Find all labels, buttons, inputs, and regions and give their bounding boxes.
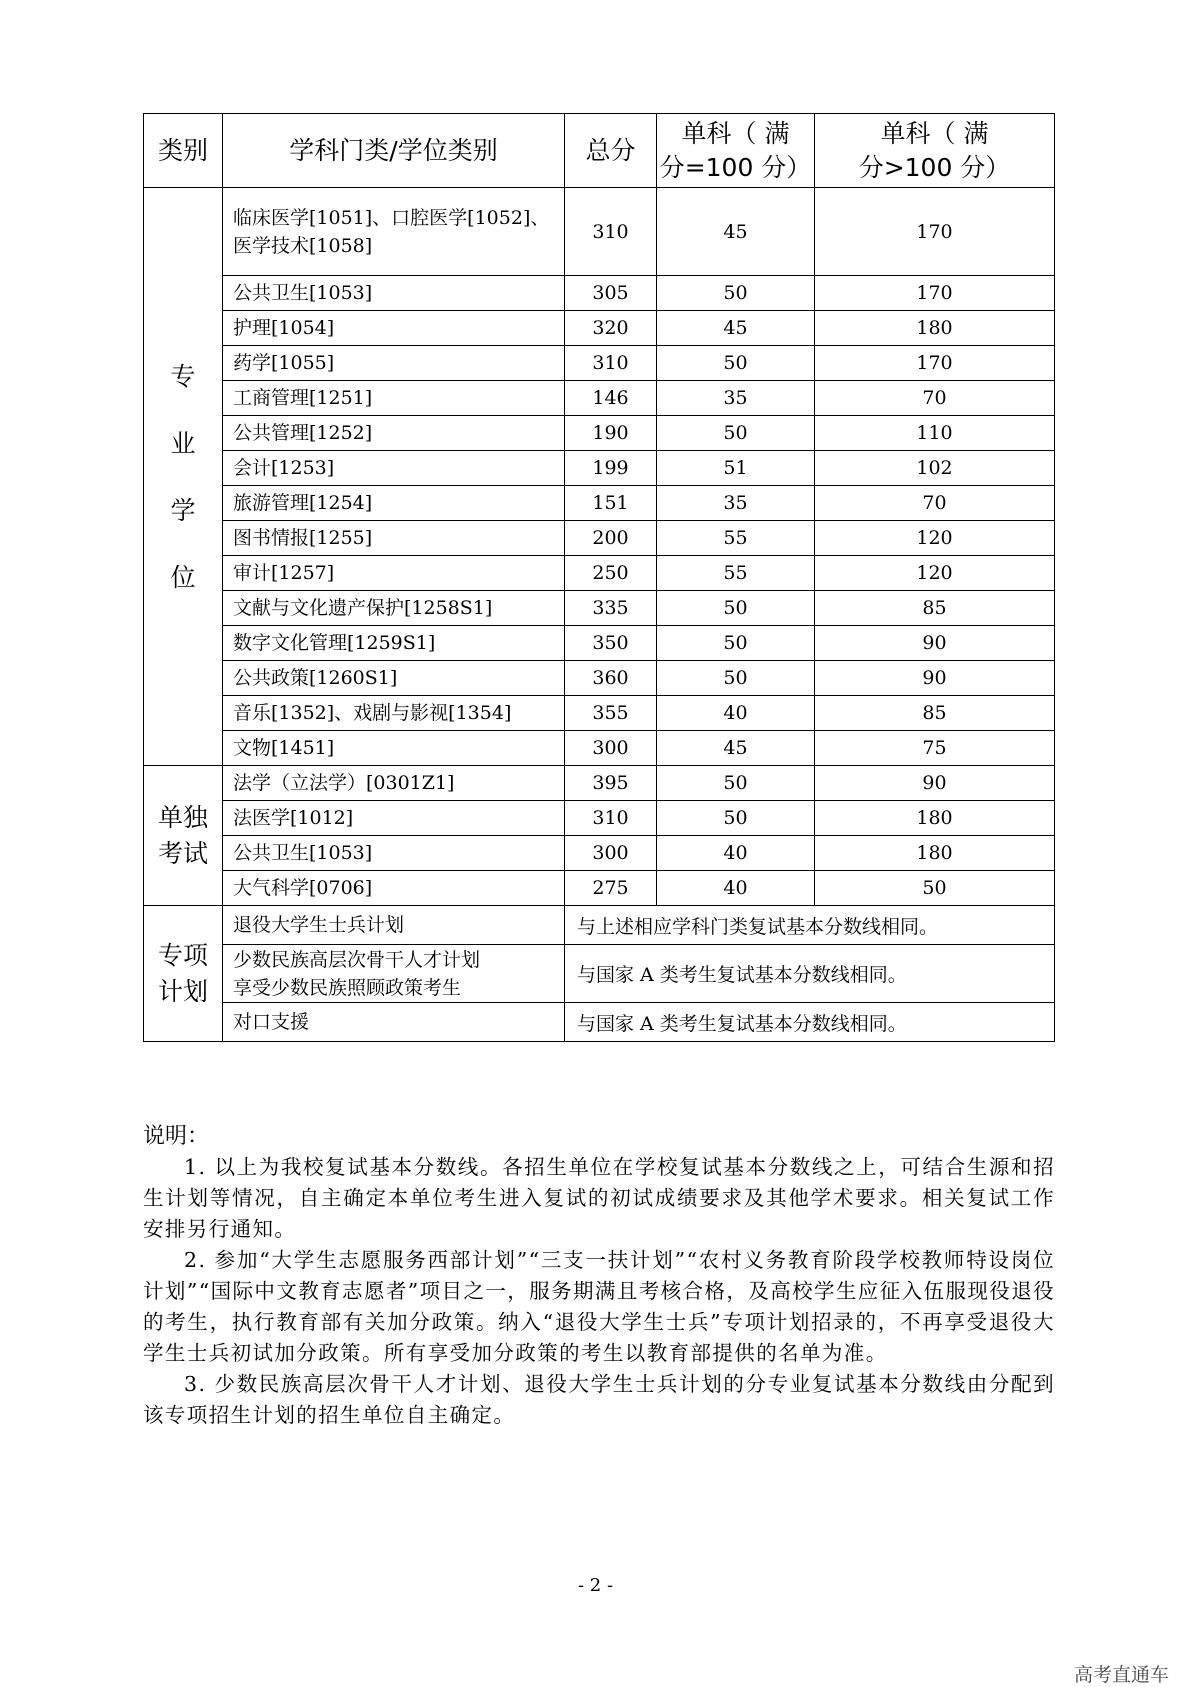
- table-row: [144, 556, 1055, 591]
- note-cell: 与国家 A 类考生复试基本分数线相同。: [565, 1003, 1055, 1042]
- single-gt100-cell: 50: [815, 871, 1055, 906]
- table-row: [144, 591, 1055, 626]
- single-100-cell: 50: [657, 801, 815, 836]
- subject-cell: 音乐[1352]、戏剧与影视[1354]: [223, 696, 565, 731]
- total-cell: 300: [565, 836, 657, 871]
- table-row: [144, 451, 1055, 486]
- table-row: [144, 311, 1055, 346]
- header-total: 总分: [565, 114, 657, 188]
- single-gt100-cell: 180: [815, 801, 1055, 836]
- header-category: 类别: [144, 114, 223, 188]
- header-subject: 学科门类/学位类别: [223, 114, 565, 188]
- table-row: [144, 906, 1055, 945]
- single-gt100-cell: 90: [815, 661, 1055, 696]
- table-header-row: [144, 114, 1055, 188]
- subject-cell: 数字文化管理[1259S1]: [223, 626, 565, 661]
- single-100-cell: 50: [657, 416, 815, 451]
- table-row: [144, 836, 1055, 871]
- table-row: [144, 766, 1055, 801]
- total-cell: 199: [565, 451, 657, 486]
- total-cell: 300: [565, 731, 657, 766]
- single-gt100-cell: 90: [815, 766, 1055, 801]
- category-cell: 单独 考试: [144, 766, 223, 906]
- single-100-cell: 35: [657, 486, 815, 521]
- total-cell: 350: [565, 626, 657, 661]
- table-row: [144, 661, 1055, 696]
- single-gt100-cell: 170: [815, 346, 1055, 381]
- single-gt100-cell: 70: [815, 381, 1055, 416]
- single-gt100-cell: 75: [815, 731, 1055, 766]
- table-body: [144, 188, 1055, 1042]
- subject-cell: 审计[1257]: [223, 556, 565, 591]
- total-cell: 360: [565, 661, 657, 696]
- single-100-cell: 40: [657, 696, 815, 731]
- subject-cell: 公共卫生[1053]: [223, 836, 565, 871]
- subject-cell: 少数民族高层次骨干人才计划 享受少数民族照顾政策考生: [223, 945, 565, 1003]
- subject-cell: 公共卫生[1053]: [223, 276, 565, 311]
- single-100-cell: 50: [657, 661, 815, 696]
- table-row: [144, 486, 1055, 521]
- single-gt100-cell: 90: [815, 626, 1055, 661]
- subject-cell: 药学[1055]: [223, 346, 565, 381]
- notes-title: 说明：: [143, 1124, 210, 1149]
- total-cell: 305: [565, 276, 657, 311]
- single-100-cell: 50: [657, 766, 815, 801]
- single-gt100-cell: 102: [815, 451, 1055, 486]
- note-item-2: 2. 参加“大学生志愿服务西部计划”“三支一扶计划”“农村义务教育阶段学校教师特设岗位计划”“国际中文教育志愿者”项目之一，服务期满且考核合格，及高校学生应征入伍服现役退役的考生，执行教育部有关加分政策。纳入“退役大学生士兵”专项计划招录的，不再享受退役大学生士兵初试加分政策。所有享受加分政策的考生以教育部提供的名单为准。: [143, 1248, 1055, 1365]
- single-100-cell: 45: [657, 731, 815, 766]
- table-row: [144, 871, 1055, 906]
- single-gt100-cell: 110: [815, 416, 1055, 451]
- total-cell: 310: [565, 346, 657, 381]
- single-100-cell: 50: [657, 591, 815, 626]
- subject-cell: 图书情报[1255]: [223, 521, 565, 556]
- total-cell: 190: [565, 416, 657, 451]
- note-cell: 与国家 A 类考生复试基本分数线相同。: [565, 945, 1055, 1003]
- total-cell: 355: [565, 696, 657, 731]
- single-100-cell: 35: [657, 381, 815, 416]
- total-cell: 275: [565, 871, 657, 906]
- single-100-cell: 50: [657, 346, 815, 381]
- category-cell: 专项 计划: [144, 906, 223, 1042]
- single-gt100-cell: 85: [815, 696, 1055, 731]
- single-100-cell: 40: [657, 871, 815, 906]
- score-table: [143, 113, 1055, 1042]
- note-cell: 与上述相应学科门类复试基本分数线相同。: [565, 906, 1055, 945]
- subject-cell: 大气科学[0706]: [223, 871, 565, 906]
- total-cell: 200: [565, 521, 657, 556]
- header-single-gt100: 单科（ 满 分>100 分）: [815, 114, 1055, 188]
- subject-cell: 临床医学[1051]、口腔医学[1052]、医学技术[1058]: [223, 188, 565, 276]
- single-gt100-cell: 180: [815, 311, 1055, 346]
- table-row: [144, 731, 1055, 766]
- single-100-cell: 55: [657, 556, 815, 591]
- note-item-1: 1. 以上为我校复试基本分数线。各招生单位在学校复试基本分数线之上，可结合生源和招生计划等情况，自主确定本单位考生进入复试的初试成绩要求及其他学术要求。相关复试工作安排另行通知。: [143, 1155, 1055, 1241]
- note-item-3: 3. 少数民族高层次骨干人才计划、退役大学生士兵计划的分专业复试基本分数线由分配到该专项招生计划的招生单位自主确定。: [143, 1372, 1055, 1427]
- total-cell: 335: [565, 591, 657, 626]
- subject-cell: 法医学[1012]: [223, 801, 565, 836]
- subject-cell: 旅游管理[1254]: [223, 486, 565, 521]
- total-cell: 395: [565, 766, 657, 801]
- single-gt100-cell: 170: [815, 188, 1055, 276]
- total-cell: 250: [565, 556, 657, 591]
- total-cell: 151: [565, 486, 657, 521]
- single-gt100-cell: 170: [815, 276, 1055, 311]
- watermark: 高考直通车: [1073, 1664, 1169, 1686]
- single-100-cell: 45: [657, 311, 815, 346]
- single-gt100-cell: 120: [815, 556, 1055, 591]
- table-row: [144, 945, 1055, 1003]
- subject-cell: 公共政策[1260S1]: [223, 661, 565, 696]
- single-100-cell: 40: [657, 836, 815, 871]
- table-row: [144, 801, 1055, 836]
- table-row: [144, 696, 1055, 731]
- single-100-cell: 55: [657, 521, 815, 556]
- subject-cell: 会计[1253]: [223, 451, 565, 486]
- table-row: [144, 521, 1055, 556]
- single-100-cell: 50: [657, 626, 815, 661]
- category-cell: 专 业 学 位: [144, 188, 223, 766]
- total-cell: 320: [565, 311, 657, 346]
- subject-cell: 文献与文化遗产保护[1258S1]: [223, 591, 565, 626]
- single-100-cell: 45: [657, 188, 815, 276]
- single-gt100-cell: 180: [815, 836, 1055, 871]
- table-row: [144, 188, 1055, 276]
- subject-cell: 公共管理[1252]: [223, 416, 565, 451]
- single-gt100-cell: 70: [815, 486, 1055, 521]
- subject-cell: 护理[1054]: [223, 311, 565, 346]
- table-row: [144, 276, 1055, 311]
- single-100-cell: 50: [657, 276, 815, 311]
- table-row: [144, 346, 1055, 381]
- table-row: [144, 1003, 1055, 1042]
- table-row: [144, 381, 1055, 416]
- single-100-cell: 51: [657, 451, 815, 486]
- total-cell: 310: [565, 188, 657, 276]
- subject-cell: 对口支援: [223, 1003, 565, 1042]
- subject-cell: 工商管理[1251]: [223, 381, 565, 416]
- total-cell: 310: [565, 801, 657, 836]
- subject-cell: 法学（立法学）[0301Z1]: [223, 766, 565, 801]
- subject-cell: 文物[1451]: [223, 731, 565, 766]
- table-row: [144, 416, 1055, 451]
- header-single-100: 单科（ 满 分=100 分）: [657, 114, 815, 188]
- subject-cell: 退役大学生士兵计划: [223, 906, 565, 945]
- single-gt100-cell: 120: [815, 521, 1055, 556]
- page-number: - 2 -: [577, 1575, 614, 1596]
- table-row: [144, 626, 1055, 661]
- total-cell: 146: [565, 381, 657, 416]
- notes-section: [143, 1122, 1055, 1431]
- single-gt100-cell: 85: [815, 591, 1055, 626]
